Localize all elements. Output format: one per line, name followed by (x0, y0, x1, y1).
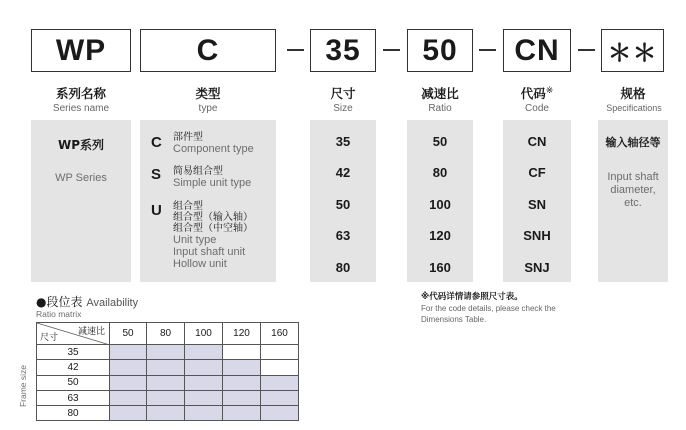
matrix-cell (147, 406, 185, 421)
matrix-cell (185, 406, 223, 421)
type-option-cn: 组合型（中空轴） (173, 223, 253, 234)
code-note-cn: ※代码详情请参照尺寸表。 (421, 292, 523, 302)
ratio-header-en: Ratio (428, 103, 452, 114)
code-header-label: 代码 (520, 86, 546, 101)
matrix-cell (261, 375, 299, 390)
size-value: 42 (335, 165, 351, 180)
matrix-column-header: 50 (110, 323, 147, 345)
matrix-cell (110, 345, 147, 360)
availability-title-en: Availability (86, 297, 139, 309)
type-panel (140, 120, 276, 282)
matrix-header-row (37, 323, 299, 345)
separator-dash (479, 49, 496, 51)
size-value: 80 (335, 260, 351, 275)
type-option-en: Component type (173, 143, 254, 155)
matrix-cell (110, 360, 147, 375)
ratio-code: 50 (422, 33, 458, 67)
separator-dash (578, 49, 595, 51)
series-code-box (31, 29, 131, 72)
matrix-subtitle: Ratio matrix (36, 309, 82, 319)
matrix-cell (185, 360, 223, 375)
matrix-row-header: 63 (37, 390, 110, 405)
matrix-cell (185, 345, 223, 360)
matrix-cell (223, 345, 261, 360)
matrix-cell (110, 390, 147, 405)
series-panel (31, 120, 131, 282)
series-code: WP (55, 33, 107, 67)
code-header-note: ※ (545, 85, 554, 96)
code-header (503, 84, 571, 102)
type-letter-u: U (151, 202, 162, 219)
matrix-row (37, 345, 299, 360)
series-panel-cn: WP系列 (57, 138, 105, 152)
matrix-cell (223, 375, 261, 390)
ratio-header: 减速比 (421, 86, 459, 101)
size-value: 63 (335, 228, 351, 243)
matrix-cell (147, 390, 185, 405)
type-option-cn: 组合型 (173, 201, 203, 212)
series-header-en: Series name (52, 103, 110, 114)
code-option: SNJ (524, 260, 550, 275)
availability-title-cn: ●段位表 (36, 295, 83, 309)
ratio-value: 80 (432, 165, 448, 180)
separator-dash (383, 49, 400, 51)
matrix-cell (147, 345, 185, 360)
matrix-cell (185, 375, 223, 390)
type-code-box (140, 29, 276, 72)
ratio-panel (407, 120, 473, 282)
matrix-row-header: 80 (37, 406, 110, 421)
matrix-cell (110, 406, 147, 421)
size-header: 尺寸 (330, 86, 356, 101)
matrix-row (37, 360, 299, 375)
matrix-cell (223, 390, 261, 405)
ratio-value: 100 (429, 197, 451, 212)
matrix-row-header: 50 (37, 375, 110, 390)
ratio-value: 160 (429, 260, 451, 275)
matrix-column-header: 100 (185, 323, 223, 345)
availability-title (36, 293, 138, 310)
matrix-cell (223, 406, 261, 421)
matrix-row (37, 390, 299, 405)
matrix-column-header: 120 (223, 323, 261, 345)
spec-panel-en: Input shaft diameter, etc. (607, 171, 659, 209)
code-panel (503, 120, 571, 282)
matrix-cell (261, 406, 299, 421)
code-option: CN (527, 134, 547, 149)
type-option-cn: 简易组合型 (173, 166, 223, 177)
size-code-box (310, 29, 376, 72)
separator-dash (287, 49, 304, 51)
spec-code: ＊＊ (607, 40, 658, 67)
matrix-cell (261, 390, 299, 405)
series-panel-en: WP Series (55, 172, 107, 184)
matrix-cell (185, 390, 223, 405)
type-option-u (173, 201, 253, 270)
matrix-row-header: 35 (37, 345, 110, 360)
spec-header-en: Specifications (606, 103, 662, 113)
matrix-cell (147, 360, 185, 375)
code-box (503, 29, 571, 72)
spec-header: 规格 (620, 86, 646, 101)
ratio-code-box (407, 29, 473, 72)
type-option-cn: 部件型 (173, 132, 203, 143)
matrix-corner (37, 323, 110, 345)
type-option-s (173, 166, 251, 189)
matrix-cell (147, 375, 185, 390)
type-letter-s: S (151, 166, 162, 183)
type-code: C (196, 33, 220, 67)
spec-code-box (601, 29, 664, 72)
matrix-row (37, 375, 299, 390)
availability-matrix (36, 322, 299, 421)
matrix-corner-top: 减速比 (77, 326, 105, 336)
type-option-en: Unit type (173, 234, 217, 246)
type-header: 类型 (195, 86, 221, 101)
size-value: 35 (335, 134, 351, 149)
type-option-en: Simple unit type (173, 177, 252, 189)
ratio-value: 50 (432, 134, 448, 149)
matrix-cell (110, 375, 147, 390)
code-note-en: For the code details, please check the Dimensions Table. (421, 304, 556, 324)
series-header: 系列名称 (55, 86, 106, 101)
spec-panel (598, 120, 668, 282)
matrix-cell (223, 360, 261, 375)
matrix-column-header: 80 (147, 323, 185, 345)
ratio-value: 120 (429, 228, 451, 243)
type-option-en: Hollow unit (173, 258, 227, 270)
code-header-en: Code (525, 103, 549, 114)
frame-size-label: Frame size (18, 364, 28, 408)
matrix-row-header: 42 (37, 360, 110, 375)
matrix-column-header: 160 (261, 323, 299, 345)
type-header-en: type (198, 103, 218, 114)
size-value: 50 (335, 197, 351, 212)
code-option: SN (527, 197, 547, 212)
type-letter-c: C (151, 134, 162, 151)
type-option-cn: 组合型（输入轴） (173, 212, 253, 223)
matrix-cell (261, 345, 299, 360)
code-option: CF (528, 165, 546, 180)
matrix-corner-bottom: 尺寸 (40, 332, 59, 342)
size-code: 35 (325, 33, 361, 67)
matrix-cell (261, 360, 299, 375)
spec-panel-cn: 输入轴径等 (605, 136, 661, 149)
matrix-row (37, 406, 299, 421)
type-option-en: Input shaft unit (173, 246, 246, 258)
size-panel (310, 120, 376, 282)
code-option: SNH (523, 228, 551, 243)
code-value: CN (514, 33, 560, 67)
size-header-en: Size (333, 103, 353, 114)
type-option-c (173, 132, 254, 155)
